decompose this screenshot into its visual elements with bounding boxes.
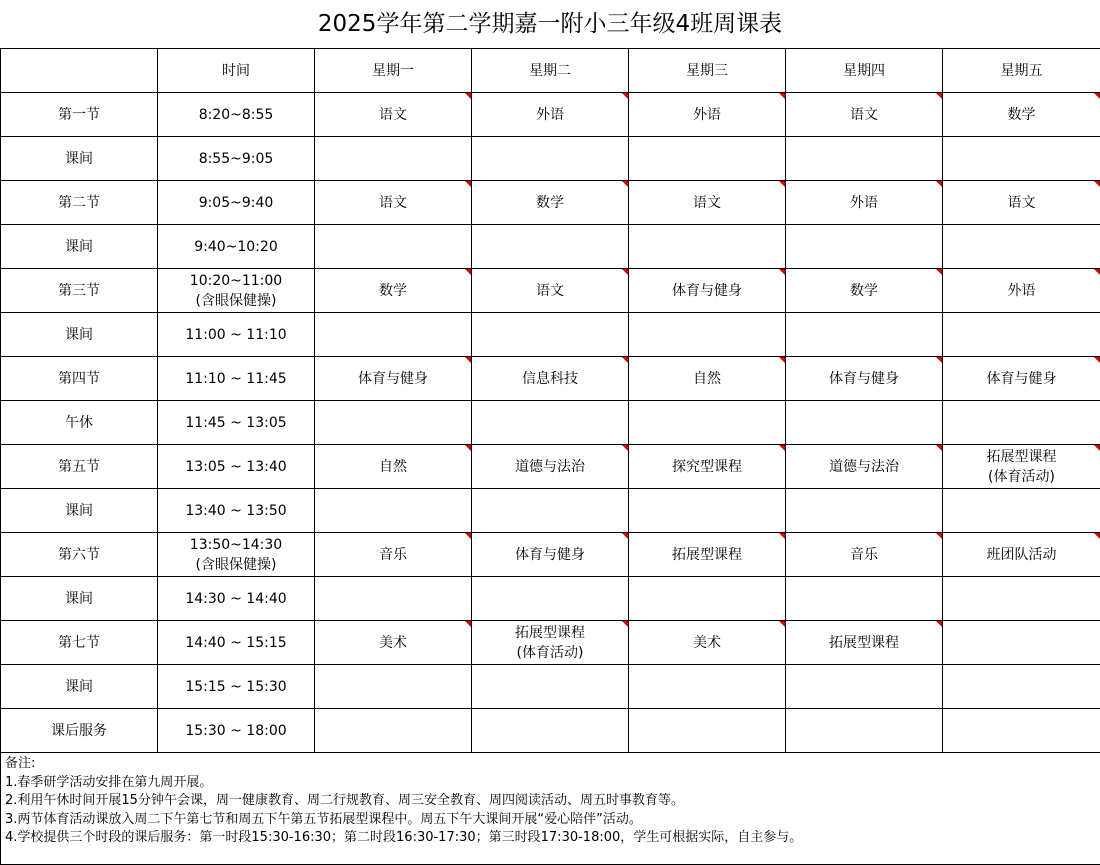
table-row (1, 401, 1100, 445)
class-cell-wednesday-text: 自然 (629, 369, 785, 389)
time-cell (158, 357, 315, 401)
class-cell-tuesday (472, 401, 629, 445)
class-cell-tuesday (472, 445, 629, 489)
time-cell (158, 269, 315, 313)
period-label: 午休 (1, 401, 158, 445)
class-cell-friday (943, 225, 1100, 269)
period-label: 课间 (1, 225, 158, 269)
time-cell (158, 137, 315, 181)
class-cell-monday (315, 489, 472, 533)
class-cell-friday (943, 709, 1100, 753)
table-row (1, 445, 1100, 489)
class-cell-thursday (786, 313, 943, 357)
class-cell-tuesday (472, 577, 629, 621)
class-cell-monday (315, 709, 472, 753)
header-monday: 星期一 (315, 49, 472, 93)
class-cell-thursday (786, 269, 943, 313)
class-cell-monday (315, 401, 472, 445)
class-cell-friday (943, 269, 1100, 313)
time-cell (158, 533, 315, 577)
class-cell-wednesday (629, 533, 786, 577)
class-cell-thursday-text: 音乐 (786, 545, 942, 565)
time-cell-text: 14:30 ~ 14:40 (158, 589, 314, 609)
class-cell-thursday (786, 357, 943, 401)
table-row (1, 665, 1100, 709)
class-cell-thursday (786, 401, 943, 445)
class-cell-tuesday (472, 313, 629, 357)
notes-section (0, 753, 1100, 865)
class-cell-wednesday (629, 93, 786, 137)
class-cell-monday (315, 137, 472, 181)
time-cell-text: 13:40 ~ 13:50 (158, 501, 314, 521)
period-label: 课间 (1, 313, 158, 357)
class-cell-monday (315, 445, 472, 489)
time-cell-text: 15:30 ~ 18:00 (158, 721, 314, 741)
class-cell-wednesday (629, 577, 786, 621)
class-cell-wednesday-text: 语文 (629, 193, 785, 213)
period-label: 课间 (1, 665, 158, 709)
time-cell-text: 9:05~9:40 (158, 193, 314, 213)
class-cell-wednesday (629, 313, 786, 357)
class-cell-tuesday (472, 709, 629, 753)
class-cell-thursday-text: 数学 (786, 281, 942, 301)
table-row (1, 181, 1100, 225)
class-cell-monday (315, 93, 472, 137)
class-cell-monday (315, 269, 472, 313)
class-cell-friday (943, 445, 1100, 489)
time-cell-text: 9:40~10:20 (158, 237, 314, 257)
page-title: 2025学年第二学期嘉一附小三年级4班周课表 (0, 0, 1100, 48)
class-cell-thursday-text: 道德与法治 (786, 457, 942, 477)
class-cell-thursday (786, 621, 943, 665)
time-cell-text: (含眼保健操) (158, 291, 314, 311)
class-cell-friday (943, 533, 1100, 577)
class-cell-friday (943, 357, 1100, 401)
table-row (1, 225, 1100, 269)
class-cell-thursday (786, 181, 943, 225)
class-cell-monday (315, 621, 472, 665)
class-cell-tuesday-text: 体育与健身 (472, 545, 628, 565)
table-row (1, 489, 1100, 533)
class-cell-tuesday (472, 225, 629, 269)
table-row (1, 577, 1100, 621)
class-cell-friday-text: 语文 (943, 193, 1100, 213)
class-cell-friday-text: 外语 (943, 281, 1100, 301)
class-cell-wednesday (629, 269, 786, 313)
class-cell-friday-text: 班团队活动 (943, 545, 1100, 565)
class-cell-tuesday (472, 137, 629, 181)
time-cell-text: 13:05 ~ 13:40 (158, 457, 314, 477)
header-wednesday: 星期三 (629, 49, 786, 93)
header-time: 时间 (158, 49, 315, 93)
class-cell-tuesday-text: 外语 (472, 105, 628, 125)
period-label: 第二节 (1, 181, 158, 225)
class-cell-thursday-text: 语文 (786, 105, 942, 125)
table-row (1, 137, 1100, 181)
class-cell-tuesday-text: 数学 (472, 193, 628, 213)
class-cell-friday (943, 181, 1100, 225)
period-label: 第一节 (1, 93, 158, 137)
class-cell-wednesday (629, 489, 786, 533)
class-cell-wednesday (629, 181, 786, 225)
class-cell-thursday (786, 225, 943, 269)
class-cell-friday (943, 401, 1100, 445)
time-cell-text: (含眼保健操) (158, 555, 314, 575)
class-cell-thursday (786, 665, 943, 709)
class-cell-monday-text: 美术 (315, 633, 471, 653)
class-cell-friday (943, 489, 1100, 533)
period-label: 第七节 (1, 621, 158, 665)
period-label: 课间 (1, 137, 158, 181)
time-cell (158, 665, 315, 709)
time-cell-text: 11:10 ~ 11:45 (158, 369, 314, 389)
header-tuesday: 星期二 (472, 49, 629, 93)
class-cell-monday-text: 自然 (315, 457, 471, 477)
class-cell-thursday (786, 489, 943, 533)
class-cell-friday-text: 拓展型课程 (943, 447, 1100, 467)
time-cell (158, 709, 315, 753)
time-cell (158, 93, 315, 137)
note-line: 3.两节体育活动课放入周二下午第七节和周五下午第五节拓展型课程中。周五下午大课间开展“爱心陪伴”活动。 (5, 811, 1100, 830)
class-cell-tuesday (472, 489, 629, 533)
table-row (1, 621, 1100, 665)
class-cell-thursday (786, 577, 943, 621)
table-row (1, 313, 1100, 357)
class-cell-monday-text: 语文 (315, 193, 471, 213)
class-cell-wednesday (629, 621, 786, 665)
class-cell-thursday (786, 445, 943, 489)
time-cell-text: 8:20~8:55 (158, 105, 314, 125)
period-label: 课间 (1, 489, 158, 533)
class-cell-friday (943, 665, 1100, 709)
class-cell-wednesday (629, 445, 786, 489)
time-cell (158, 401, 315, 445)
class-cell-monday (315, 357, 472, 401)
time-cell (158, 445, 315, 489)
class-cell-friday (943, 93, 1100, 137)
time-cell (158, 225, 315, 269)
timetable-grid (0, 48, 1100, 753)
class-cell-monday-text: 数学 (315, 281, 471, 301)
time-cell (158, 489, 315, 533)
class-cell-wednesday-text: 美术 (629, 633, 785, 653)
class-cell-wednesday-text: 拓展型课程 (629, 545, 785, 565)
note-line: 2.利用午休时间开展15分钟午会课，周一健康教育、周二行规教育、周三安全教育、周四阅读活动、周五时事教育等。 (5, 792, 1100, 811)
class-cell-tuesday (472, 93, 629, 137)
class-cell-wednesday (629, 357, 786, 401)
time-cell (158, 621, 315, 665)
time-cell-text: 10:20~11:00 (158, 271, 314, 291)
time-cell (158, 313, 315, 357)
class-cell-monday (315, 225, 472, 269)
class-cell-tuesday (472, 357, 629, 401)
class-cell-monday (315, 313, 472, 357)
class-cell-tuesday-text: 道德与法治 (472, 457, 628, 477)
class-cell-thursday (786, 137, 943, 181)
time-cell-text: 13:50~14:30 (158, 535, 314, 555)
class-cell-tuesday (472, 181, 629, 225)
class-cell-monday-text: 语文 (315, 105, 471, 125)
class-cell-friday (943, 577, 1100, 621)
class-cell-friday-text: 体育与健身 (943, 369, 1100, 389)
class-cell-thursday (786, 533, 943, 577)
class-cell-thursday-text: 体育与健身 (786, 369, 942, 389)
time-cell-text: 11:45 ~ 13:05 (158, 413, 314, 433)
class-cell-friday-text: (体育活动) (943, 467, 1100, 487)
time-cell-text: 8:55~9:05 (158, 149, 314, 169)
period-label: 第四节 (1, 357, 158, 401)
class-cell-wednesday (629, 225, 786, 269)
class-cell-wednesday (629, 709, 786, 753)
time-cell-text: 11:00 ~ 11:10 (158, 325, 314, 345)
class-cell-tuesday (472, 269, 629, 313)
header-thursday: 星期四 (786, 49, 943, 93)
table-row (1, 357, 1100, 401)
time-cell-text: 14:40 ~ 15:15 (158, 633, 314, 653)
period-label: 第六节 (1, 533, 158, 577)
period-label: 课后服务 (1, 709, 158, 753)
class-cell-thursday-text: 外语 (786, 193, 942, 213)
class-cell-wednesday (629, 137, 786, 181)
class-cell-monday (315, 665, 472, 709)
table-row (1, 709, 1100, 753)
header-corner (1, 49, 158, 93)
period-label: 课间 (1, 577, 158, 621)
table-row (1, 269, 1100, 313)
header-friday: 星期五 (943, 49, 1100, 93)
class-cell-tuesday (472, 533, 629, 577)
class-cell-thursday (786, 709, 943, 753)
class-cell-monday (315, 181, 472, 225)
class-cell-tuesday-text: 信息科技 (472, 369, 628, 389)
class-cell-thursday (786, 93, 943, 137)
class-cell-tuesday-text: (体育活动) (472, 643, 628, 663)
period-label: 第三节 (1, 269, 158, 313)
time-cell (158, 181, 315, 225)
class-cell-tuesday-text: 语文 (472, 281, 628, 301)
class-cell-wednesday-text: 探究型课程 (629, 457, 785, 477)
class-cell-wednesday (629, 665, 786, 709)
class-cell-tuesday-text: 拓展型课程 (472, 623, 628, 643)
note-line: 4.学校提供三个时段的课后服务：第一时段15:30-16:30；第二时段16:30-17:30；第三时段17:30-18:00，学生可根据实际，自主参与。 (5, 829, 1100, 848)
header-row (1, 49, 1100, 93)
class-cell-thursday-text: 拓展型课程 (786, 633, 942, 653)
class-cell-friday-text: 数学 (943, 105, 1100, 125)
class-cell-monday-text: 音乐 (315, 545, 471, 565)
class-cell-wednesday-text: 外语 (629, 105, 785, 125)
class-cell-monday (315, 533, 472, 577)
class-cell-friday (943, 621, 1100, 665)
class-cell-wednesday (629, 401, 786, 445)
class-cell-friday (943, 313, 1100, 357)
class-cell-wednesday-text: 体育与健身 (629, 281, 785, 301)
class-cell-tuesday (472, 665, 629, 709)
time-cell (158, 577, 315, 621)
class-cell-friday (943, 137, 1100, 181)
class-cell-tuesday (472, 621, 629, 665)
table-row (1, 93, 1100, 137)
period-label: 第五节 (1, 445, 158, 489)
time-cell-text: 15:15 ~ 15:30 (158, 677, 314, 697)
note-line: 1.春季研学活动安排在第九周开展。 (5, 774, 1100, 793)
class-cell-monday-text: 体育与健身 (315, 369, 471, 389)
class-cell-monday (315, 577, 472, 621)
table-row (1, 533, 1100, 577)
notes-heading: 备注: (5, 755, 1100, 774)
